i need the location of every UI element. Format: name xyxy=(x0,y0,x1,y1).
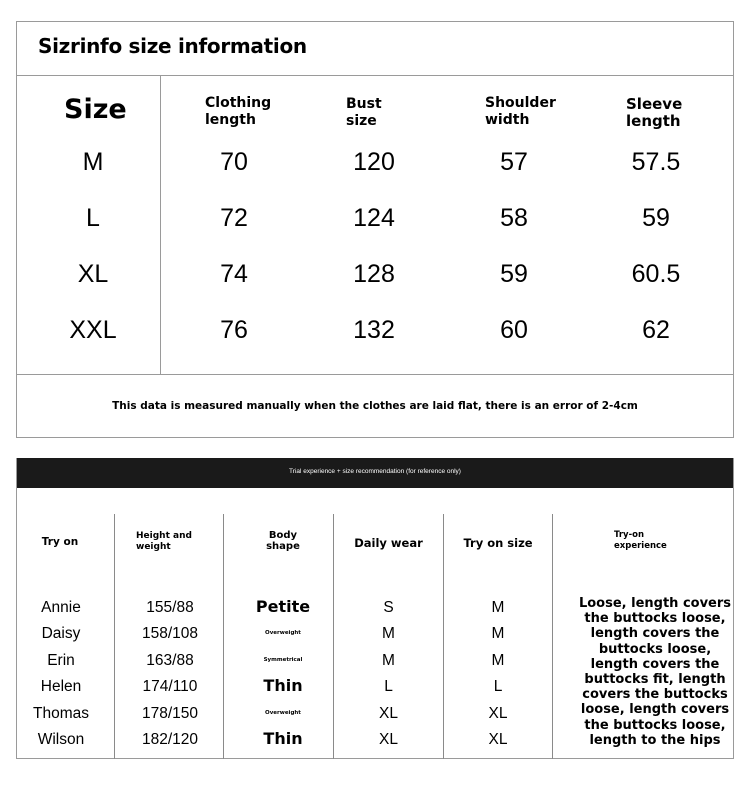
tester-name: Wilson xyxy=(37,731,85,748)
bust-size-cell: 128 xyxy=(353,260,395,288)
body-shape-cell: Thin xyxy=(263,676,303,695)
sleeve-length-cell: 62 xyxy=(642,316,670,344)
clothing-length-cell: 72 xyxy=(220,204,248,232)
height-weight-cell: 174/110 xyxy=(142,678,198,695)
body-shape-cell: Petite xyxy=(255,597,311,616)
height-weight-header: Height and weight xyxy=(136,531,192,552)
bust-size-cell: 124 xyxy=(353,204,395,232)
height-weight-cell: 182/120 xyxy=(141,731,199,748)
tester-name: Thomas xyxy=(33,705,89,722)
shoulder-width-cell: 58 xyxy=(500,204,528,232)
size-cell: M xyxy=(82,148,104,176)
size-information-table xyxy=(16,21,734,438)
try-on-size-cell: M xyxy=(491,599,505,616)
size-table-footer xyxy=(17,375,733,437)
tester-name: Erin xyxy=(47,652,75,669)
height-weight-cell: 158/108 xyxy=(141,625,199,642)
clothing-length-cell: 74 xyxy=(220,260,248,288)
size-cell: XL xyxy=(77,260,109,288)
column-divider xyxy=(160,76,161,374)
body-shape-header: Body shape xyxy=(266,530,300,552)
size-table-body xyxy=(17,76,733,375)
size-cell: XXL xyxy=(69,316,117,344)
daily-wear-cell: XL xyxy=(379,705,398,722)
daily-wear-cell: M xyxy=(382,652,395,669)
column-divider xyxy=(114,514,115,759)
daily-wear-cell: L xyxy=(384,678,393,695)
bust-size-header: Bust size xyxy=(346,96,382,129)
try-on-size-cell: XL xyxy=(488,705,508,722)
try-on-banner-text: Trial experience + size recommendation (for reference only) xyxy=(289,468,461,475)
try-on-size-cell: XL xyxy=(488,731,508,748)
measurement-note: This data is measured manually when the clothes are laid flat, there is an error of 2-4cm xyxy=(112,400,638,412)
shoulder-width-cell: 60 xyxy=(500,316,528,344)
clothing-length-cell: 76 xyxy=(220,316,248,344)
column-divider xyxy=(552,514,553,759)
body-shape-cell: Overweight xyxy=(265,710,301,716)
try-on-experience-text: Loose, length covers the buttocks loose, length covers the buttocks loose, length covers the buttocks fit, length covers the buttocks loose, length covers the buttocks loose, length to the hips xyxy=(578,596,732,748)
body-shape-cell: Symmetrical xyxy=(263,657,303,663)
try-on-header: Try on xyxy=(41,536,79,548)
bust-size-cell: 120 xyxy=(353,148,395,176)
daily-wear-cell: S xyxy=(383,599,394,616)
clothing-length-header: Clothing length xyxy=(205,95,272,128)
sleeve-length-header: Sleeve length xyxy=(626,95,683,130)
try-on-table xyxy=(16,458,734,759)
shoulder-width-header: Shoulder width xyxy=(485,95,556,128)
try-on-experience-header: Try-on experience xyxy=(614,530,667,551)
size-column-label: Size xyxy=(64,94,127,125)
size-table-title: Sizrinfo size information xyxy=(38,34,307,58)
try-on-size-header: Try on size xyxy=(463,536,533,550)
height-weight-cell: 163/88 xyxy=(146,652,194,669)
daily-wear-cell: M xyxy=(382,625,395,642)
try-on-size-cell: M xyxy=(491,652,505,669)
sleeve-length-cell: 57.5 xyxy=(631,148,681,176)
shoulder-width-cell: 59 xyxy=(500,260,528,288)
try-on-size-cell: L xyxy=(493,678,503,695)
tester-name: Annie xyxy=(41,599,81,616)
height-weight-cell: 155/88 xyxy=(146,599,194,616)
daily-wear-header: Daily wear xyxy=(354,536,423,550)
tester-name: Helen xyxy=(40,678,82,695)
body-shape-cell: Thin xyxy=(263,729,303,748)
bust-size-cell: 132 xyxy=(353,316,395,344)
try-on-banner xyxy=(17,458,733,488)
daily-wear-cell: XL xyxy=(379,731,398,748)
size-table-header xyxy=(17,22,733,76)
clothing-length-cell: 70 xyxy=(220,148,248,176)
tester-name: Daisy xyxy=(41,625,81,642)
sleeve-length-cell: 59 xyxy=(642,204,670,232)
height-weight-cell: 178/150 xyxy=(141,705,199,722)
body-shape-cell: Overweight xyxy=(265,630,301,636)
try-on-size-cell: M xyxy=(491,625,505,642)
size-cell: L xyxy=(86,204,100,232)
shoulder-width-cell: 57 xyxy=(500,148,528,176)
sleeve-length-cell: 60.5 xyxy=(631,260,681,288)
